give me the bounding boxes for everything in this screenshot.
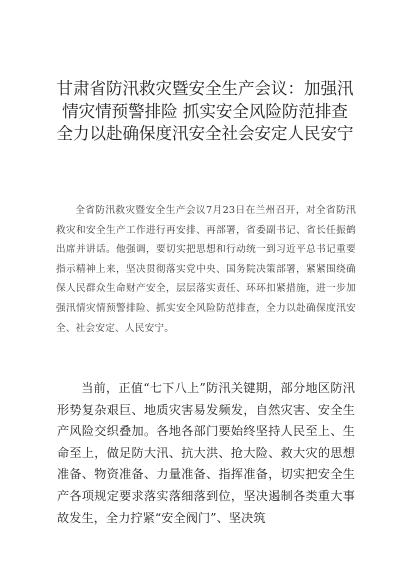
article-title: 甘肃省防汛救灾暨安全生产会议：加强汛情灾情预警排险 抓实安全风险防范排查 全力以赴确保度汛安全社会安定人民安宁 [56, 79, 354, 143]
article-body-paragraph: 当前，正值“七下八上”防汛关键期，部分地区防汛形势复杂艰巨、地质灾害易发频发，自然灾害、安全生产风险交织叠加。各地各部门要始终坚持人民至上、生命至上，做足防大汛、抗大洪、抢大险、救大灾的思想准备、物资准备、力量准备、指挥准备，切实把安全生产各项规定要求落实落细落到位，坚决遏制各类重大事故发生，全力拧紧“安全阀门”、坚决筑 [57, 381, 355, 525]
article-summary: 全省防汛救灾暨安全生产会议7月23日在兰州召开，对全省防汛救灾和安全生产工作进行再安排、再部署，省委副书记、省长任振鹤出席并讲话。他强调，要切实把思想和行动统一到习近平总书记重要指示精神上来，坚决贯彻落实党中央、国务院决策部署，紧紧围绕确保人民群众生命财产安全，层层落实责任、环环扣紧措施，进一步加强汛情灾情预警排险、抓实安全风险防范排查，全力以赴确保度汛安全、社会安定、人民安宁。 [56, 205, 356, 334]
